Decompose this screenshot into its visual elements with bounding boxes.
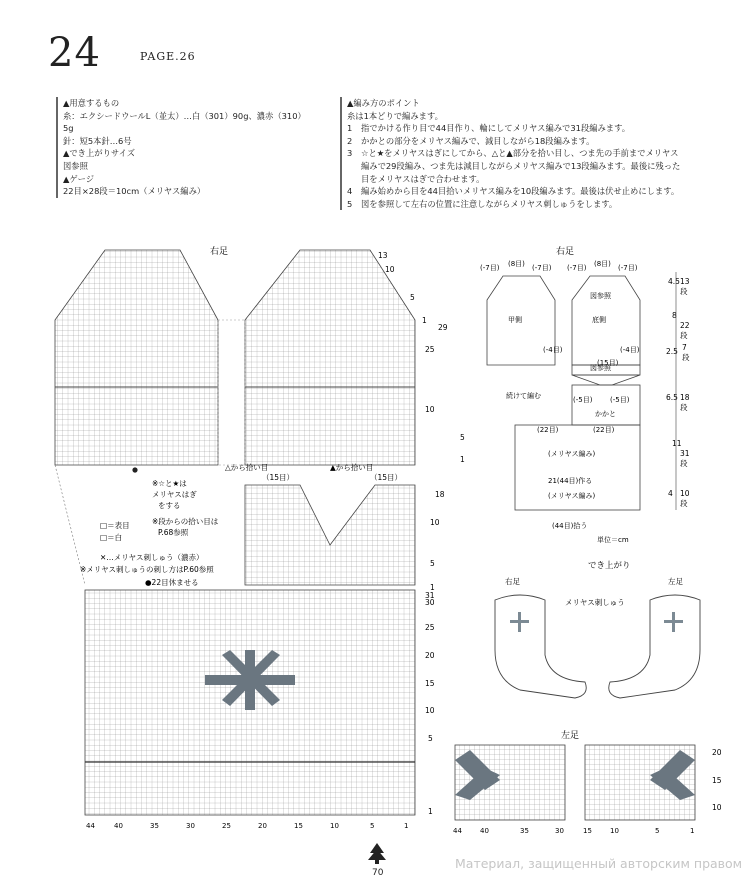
- legend-white: □＝白: [100, 533, 123, 542]
- n15: (15目): [597, 359, 619, 367]
- dim-unit: 段: [680, 459, 688, 468]
- col-label: 44: [86, 822, 95, 830]
- row-label: 1: [460, 455, 465, 464]
- row-label: 31: [425, 591, 435, 600]
- row-label: 10: [425, 405, 435, 414]
- col-label: 30: [555, 827, 564, 835]
- materials-line: 図参照: [63, 160, 88, 171]
- dim-rows: 13: [680, 277, 690, 286]
- row-label: 10: [425, 706, 435, 715]
- pattern-number: 24: [48, 30, 101, 76]
- chart-title-right: 右足: [210, 247, 229, 257]
- finished-title: でき上がり: [588, 561, 631, 571]
- col-label: 10: [610, 827, 619, 835]
- materials-line: 針：短5本針…6号: [63, 135, 132, 146]
- pick44-label: (44目)拾う: [552, 522, 588, 530]
- watermark-text: Материал, защищенный авторским правом: [455, 856, 743, 871]
- tree-icon: [368, 843, 386, 864]
- note-line: ※段からの拾い目は: [152, 517, 219, 526]
- col-label: 35: [150, 822, 159, 830]
- step-item: 5 図を参照して左右の位置に注意しながらメリヤス刺しゅうをします。: [347, 198, 618, 209]
- pickup-left-label: △から拾い目: [225, 463, 269, 472]
- minus5-right: (-5目): [610, 396, 630, 404]
- materials-line: 5g: [63, 123, 74, 134]
- pickup-right-label: ▲から拾い目: [330, 463, 374, 472]
- dim-cm: 4: [668, 489, 673, 498]
- row-label: 20: [425, 651, 435, 660]
- dim-cm: 4.5: [668, 277, 680, 286]
- row-label: 10: [385, 265, 395, 274]
- note-line: メリヤスはぎ: [152, 490, 197, 499]
- row-label: 15: [712, 776, 722, 785]
- diag-top: (-7目): [480, 264, 500, 272]
- pickup-count-left: （15目）: [262, 473, 295, 482]
- col-label: 5: [655, 827, 660, 835]
- n22-left: (22目): [537, 426, 559, 434]
- row-label: 1: [430, 583, 435, 592]
- step-item: 4 編み始めから目を44目拾いメリヤス編みを10段編みます。最後は伏せ止めにします。: [347, 186, 680, 197]
- marker-dot: [132, 467, 137, 472]
- diag-top: (-7目): [618, 264, 638, 272]
- note-line: P.68参照: [158, 528, 189, 537]
- heel-label: かかと: [595, 410, 616, 418]
- row-label: 5: [428, 734, 433, 743]
- note-line: ※☆と★は: [152, 479, 187, 488]
- diagram-title: 右足: [556, 247, 575, 257]
- row-label: 18: [435, 490, 445, 499]
- note-line: をする: [158, 501, 181, 510]
- chart-title-left: 左足: [561, 731, 580, 741]
- col-label: 25: [222, 822, 231, 830]
- stock-label: (メリヤス編み): [548, 492, 596, 500]
- page-number: 70: [372, 868, 384, 878]
- step-item: 2 かかとの部分をメリヤス編みで、減目しながら18段編みます。: [347, 135, 595, 146]
- minus4-left: (-4目): [543, 346, 563, 354]
- pickup-count-right: （15目）: [370, 473, 403, 482]
- col-label: 15: [583, 827, 592, 835]
- legend-embroidery-ref: ※メリヤス刺しゅうの刺し方はP.60参照: [80, 565, 214, 574]
- toe-chart: [55, 250, 415, 465]
- diag-top: (-7目): [532, 264, 552, 272]
- row-label: 25: [425, 345, 435, 354]
- materials-line: ▲でき上がりサイズ: [63, 148, 136, 159]
- finished-right-label: 右足: [505, 577, 520, 586]
- unit-label: 単位＝cm: [597, 536, 629, 544]
- cont-label: 続けて編む: [506, 392, 541, 400]
- materials-line: ▲用意するもの: [63, 98, 120, 108]
- row-label: 29: [438, 323, 448, 332]
- instep-label: 甲側: [508, 316, 522, 324]
- sock-motif: [510, 612, 683, 632]
- row-label: 20: [712, 748, 722, 757]
- col-label: 1: [404, 822, 409, 830]
- step-item: 3 ☆と★をメリヤスはぎにしてから、△と▲部分を拾い目し、つま先の手前までメリヤス編みで29段編み、つま先は減目しながらメリヤス編みで13段編みます。最後に残った目をメリヤスはぎで合わせます。: [347, 148, 681, 184]
- row-label: 10: [712, 803, 722, 812]
- dim-rows: 22: [680, 321, 690, 330]
- diag-top: (8目): [508, 260, 525, 268]
- col-label: 35: [520, 827, 529, 835]
- col-label: 30: [186, 822, 195, 830]
- page-reference: PAGE.26: [140, 50, 196, 63]
- col-label: 5: [370, 822, 375, 830]
- n22-right: (22目): [593, 426, 615, 434]
- row-label: 1: [422, 316, 427, 325]
- dim-unit: 段: [680, 331, 688, 340]
- dim-cm: 11: [672, 439, 682, 448]
- sole-label: 底側: [592, 316, 606, 324]
- rest-stitches: ●22目休ませる: [145, 578, 199, 587]
- materials-line: 糸：エクシードウールL（並太）…白（301）90g、濃赤（310）: [63, 110, 306, 121]
- dim-rows: 31: [680, 449, 690, 458]
- row-label: 10: [430, 518, 440, 527]
- row-label: 15: [425, 679, 435, 688]
- see-chart: 図参照: [590, 292, 611, 300]
- row-label: 30: [425, 598, 435, 607]
- see-chart: 図参照: [590, 364, 611, 372]
- finished-embroidery-label: メリヤス刺しゅう: [565, 598, 625, 607]
- row-label: 5: [460, 433, 465, 442]
- dim-rows: 10: [680, 489, 690, 498]
- diag-top: (-7目): [567, 264, 587, 272]
- materials-line: ▲ゲージ: [63, 173, 95, 184]
- dim-unit: 段: [680, 287, 688, 296]
- dim-cm: 6.5: [666, 393, 678, 402]
- col-label: 40: [480, 827, 489, 835]
- left-foot-chart: [455, 745, 695, 820]
- col-label: 20: [258, 822, 267, 830]
- step-item: 1 指でかける作り目で44目作り、輪にしてメリヤス編みで31段編みます。: [347, 123, 631, 134]
- legend-front: □＝表目: [100, 521, 130, 530]
- legend-embroidery: ✕…メリヤス刺しゅう（濃赤）: [100, 553, 204, 562]
- row-label: 13: [378, 251, 388, 260]
- cast-on-label: 21(44目)作る: [548, 477, 593, 485]
- points-title: ▲編み方のポイント: [347, 98, 420, 108]
- col-label: 10: [330, 822, 339, 830]
- row-label: 1: [428, 807, 433, 816]
- finished-socks: [495, 595, 700, 698]
- dim-rows: 18: [680, 393, 690, 402]
- dim-cm: 8: [672, 311, 677, 320]
- row-label: 5: [430, 559, 435, 568]
- col-label: 15: [294, 822, 303, 830]
- finished-left-label: 左足: [668, 577, 683, 586]
- dim-unit: 段: [682, 353, 690, 362]
- row-label: 25: [425, 623, 435, 632]
- dim-cm: 2.5: [666, 347, 678, 356]
- row-label: 5: [410, 293, 415, 302]
- col-label: 44: [453, 827, 462, 835]
- col-label: 1: [690, 827, 695, 835]
- points-intro: 糸は1本どりで編みます。: [347, 110, 443, 121]
- diag-top: (8目): [594, 260, 611, 268]
- dim-unit: 段: [680, 403, 688, 412]
- materials-line: 22目×28段＝10cm（メリヤス編み）: [63, 186, 206, 197]
- stock-label: (メリヤス編み): [548, 450, 596, 458]
- minus4-right: (-4目): [620, 346, 640, 354]
- dim-rows: 7: [682, 343, 687, 352]
- col-label: 40: [114, 822, 123, 830]
- dim-unit: 段: [680, 499, 688, 508]
- minus5-left: (-5目): [573, 396, 593, 404]
